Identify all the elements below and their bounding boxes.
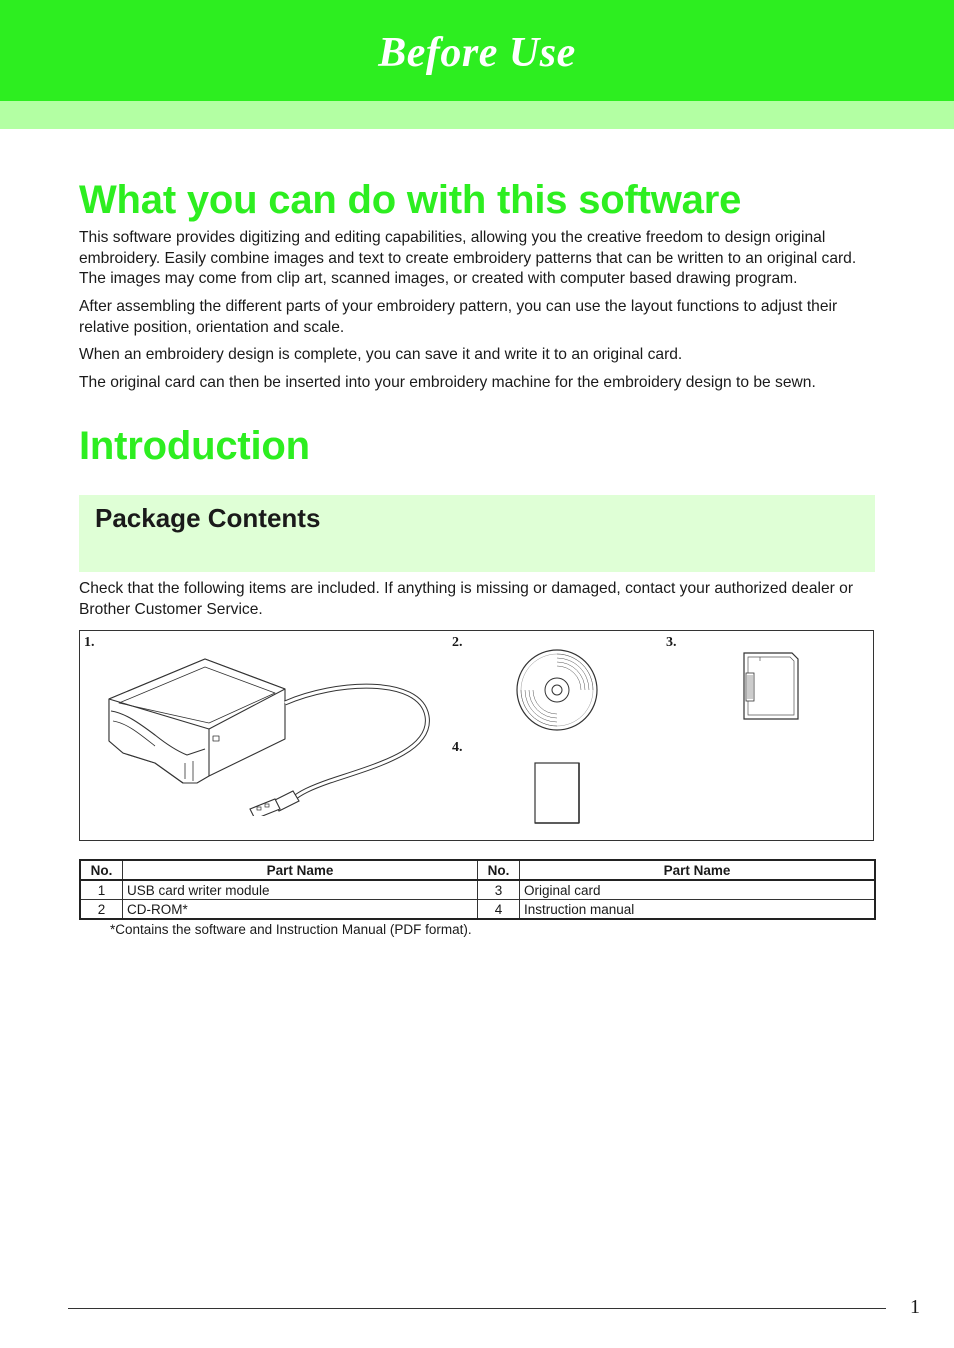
usb-card-writer-module-icon xyxy=(105,651,435,816)
chapter-banner xyxy=(0,0,954,101)
cd-rom-icon xyxy=(514,647,600,733)
package-intro-paragraph: Check that the following items are included. If anything is missing or damaged, contact your authorized dealer or Brother Customer Service. xyxy=(79,580,854,618)
table-row xyxy=(80,880,875,900)
original-card-icon xyxy=(740,651,802,723)
column-header: No. xyxy=(478,860,520,880)
table-row xyxy=(80,900,875,920)
subsection-heading-package-contents: Package Contents xyxy=(95,503,321,533)
paragraph-1: This software provides digitizing and editing capabilities, allowing you the creative freedom to design original embroidery. Easily combine images and text to create embroidery patterns that can be written to an original card. The images may come from clip art, scanned images, or created with computer based drawing program. xyxy=(79,229,857,287)
instruction-manual-icon xyxy=(532,761,582,825)
table-cell: USB card writer module xyxy=(123,880,478,900)
table-header-row xyxy=(80,860,875,880)
subsection-box xyxy=(79,495,875,572)
table-cell: 4 xyxy=(478,900,520,920)
chapter-sub-banner xyxy=(0,101,954,129)
table-cell: 1 xyxy=(80,880,123,900)
column-header: Part Name xyxy=(520,860,876,880)
table-cell: 3 xyxy=(478,880,520,900)
table-cell: CD-ROM* xyxy=(123,900,478,920)
paragraph-3: When an embroidery design is complete, you can save it and write it to an original card. xyxy=(79,346,683,363)
parts-table xyxy=(79,859,876,920)
footer-rule xyxy=(68,1308,886,1309)
table-cell: 2 xyxy=(80,900,123,920)
section-heading-what-you-can-do: What you can do with this software xyxy=(79,178,742,222)
figure-label-4: 4. xyxy=(452,740,463,755)
chapter-title: Before Use xyxy=(378,29,576,76)
paragraph-4: The original card can then be inserted into your embroidery machine for the embroidery design to be sewn. xyxy=(79,374,816,391)
figure-label-3: 3. xyxy=(666,635,677,650)
column-header: No. xyxy=(80,860,123,880)
figure-label-1: 1. xyxy=(84,635,95,650)
table-cell: Original card xyxy=(520,880,876,900)
paragraph-2: After assembling the different parts of your embroidery pattern, you can use the layout functions to adjust their relative position, orientation and scale. xyxy=(79,298,838,336)
table-footnote: *Contains the software and Instruction Manual (PDF format). xyxy=(110,922,472,937)
package-contents-figure xyxy=(79,630,874,841)
section-heading-introduction: Introduction xyxy=(79,424,310,468)
figure-label-2: 2. xyxy=(452,635,463,650)
page-number: 1 xyxy=(910,1296,920,1318)
column-header: Part Name xyxy=(123,860,478,880)
table-cell: Instruction manual xyxy=(520,900,876,920)
